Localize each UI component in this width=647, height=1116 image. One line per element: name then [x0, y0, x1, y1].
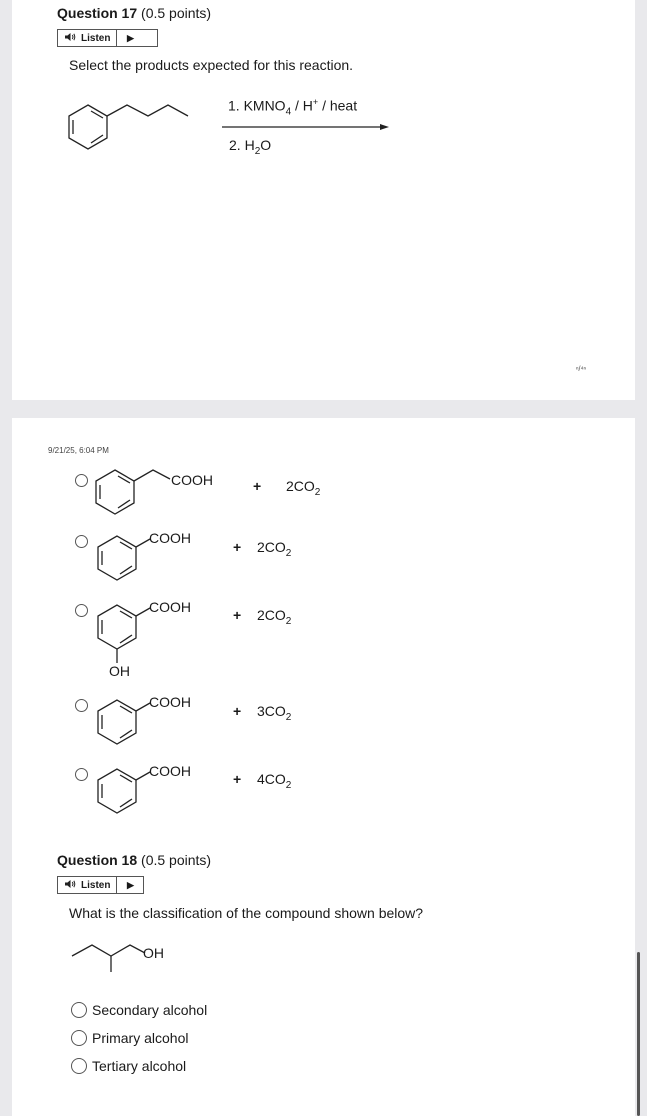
speaker-icon — [64, 879, 78, 892]
question-18-prompt: What is the classification of the compound shown below? — [69, 905, 424, 921]
scrollbar[interactable] — [637, 952, 640, 1116]
question-title-text: Question 18 — [57, 852, 138, 868]
option-5-co2: $4CO_2$ — [257, 771, 292, 791]
listen-button[interactable] — [58, 877, 117, 893]
option-4-co2: $3CO_2$ — [257, 703, 292, 723]
answer-label: Primary alcohol — [92, 1030, 189, 1046]
answer-label: Tertiary alcohol — [92, 1058, 187, 1074]
option-2-cooh: COOH — [149, 530, 191, 546]
q18-oh-label: OH — [143, 945, 164, 961]
option-1-structure — [96, 470, 170, 514]
option-4-cooh: COOH — [149, 694, 191, 710]
listen-label: Listen — [81, 32, 111, 44]
listen-label: Listen — [81, 879, 111, 891]
option-2-structure — [98, 536, 150, 580]
option-3-plus: + — [233, 607, 242, 623]
question-title-text: Question 17 — [57, 5, 138, 21]
answer-radio[interactable] — [71, 1002, 87, 1018]
option-2-plus: + — [233, 539, 242, 555]
play-icon[interactable]: ▶ — [126, 32, 134, 43]
question-points: (0.5 points) — [141, 5, 212, 21]
option-3-oh-label: OH — [109, 663, 130, 679]
answer-label: Secondary alcohol — [92, 1002, 208, 1018]
reagent-step-1: 1. $KMNO_4 / H^+$ / heat — [228, 97, 358, 118]
option-1-cooh: COOH — [171, 472, 213, 488]
answer-option-tertiary[interactable] — [71, 1058, 186, 1074]
option-4-radio[interactable] — [75, 699, 88, 712]
page-mark: ⁿ/⁴ⁿ — [576, 366, 587, 373]
option-3-radio[interactable] — [75, 604, 88, 617]
answer-option-primary[interactable] — [71, 1030, 188, 1046]
reagent-step-2: 2. $H_2O$ — [229, 137, 272, 157]
option-3-cooh: COOH — [149, 599, 191, 615]
answer-radio[interactable] — [71, 1030, 87, 1046]
question-17-prompt: Select the products expected for this reaction. — [69, 57, 354, 73]
question-points: (0.5 points) — [141, 852, 212, 868]
option-3-structure — [98, 605, 150, 663]
option-4-plus: + — [233, 703, 242, 719]
answer-option-secondary[interactable] — [71, 1002, 207, 1018]
option-1-co2: $2CO_2$ — [286, 478, 321, 498]
option-1-radio[interactable] — [75, 474, 88, 487]
option-5-structure — [98, 769, 150, 813]
option-3-co2: $2CO_2$ — [257, 607, 292, 627]
option-5-plus: + — [233, 771, 242, 787]
answer-radio[interactable] — [71, 1058, 87, 1074]
option-5-cooh: COOH — [149, 763, 191, 779]
option-1-plus: + — [253, 478, 262, 494]
option-2-radio[interactable] — [75, 535, 88, 548]
question-18-title — [57, 852, 211, 868]
play-icon[interactable]: ▶ — [126, 879, 134, 890]
option-2-co2: $2CO_2$ — [257, 539, 292, 559]
timestamp: 9/21/25, 6:04 PM — [48, 446, 109, 455]
option-5-radio[interactable] — [75, 768, 88, 781]
listen-control[interactable] — [57, 876, 144, 894]
q18-structure — [72, 945, 145, 972]
option-4-structure — [98, 700, 150, 744]
